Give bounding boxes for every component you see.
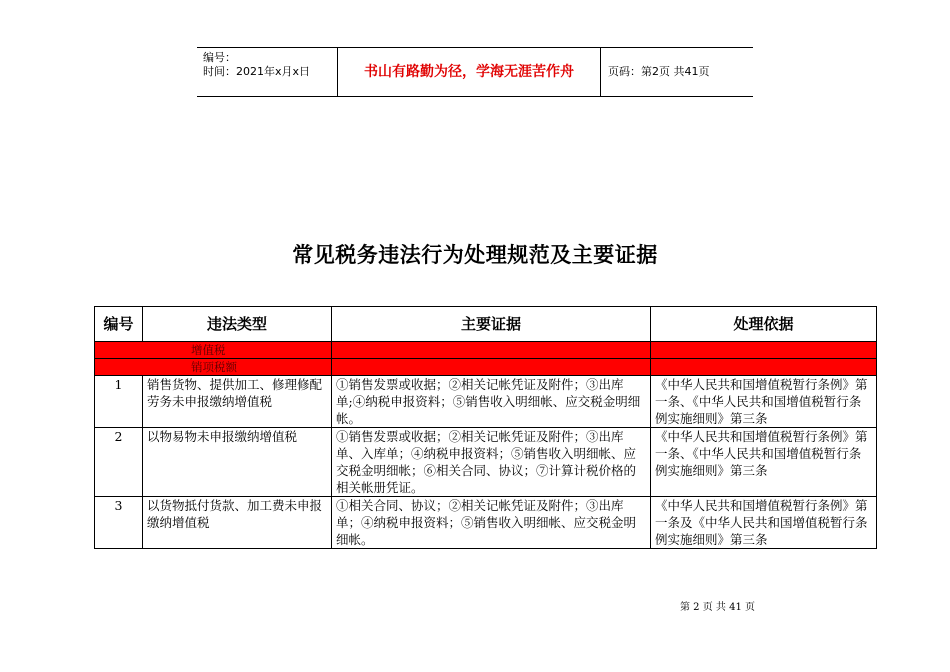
row-basis: 《中华人民共和国增值税暂行条例》第一条、《中华人民共和国增值税暂行条例实施细则》第三条: [651, 428, 877, 497]
section-row-output-tax: [95, 359, 877, 376]
row-evidence: ①相关合同、协议；②相关记帐凭证及附件；③出库单；④纳税申报资料；⑤销售收入明细帐、应交税金明细帐。: [332, 497, 651, 549]
section-cell-empty: [651, 359, 877, 376]
document-title: 常见税务违法行为处理规范及主要证据: [292, 243, 658, 267]
row-violation-type: 以物易物未申报缴纳增值税: [143, 428, 332, 497]
table-row: [95, 497, 877, 549]
section-cell-empty: [332, 342, 651, 359]
header-page-info: 页码：第2页 共41页: [608, 65, 710, 78]
row-number: 1: [95, 376, 143, 428]
row-evidence: ①销售发票或收据；②相关记帐凭证及附件；③出库单;④纳税申报资料；⑤销售收入明细帐、应交税金明细帐。: [332, 376, 651, 428]
page-header: [197, 47, 753, 97]
row-violation-type: 以货物抵付货款、加工费未申报缴纳增值税: [143, 497, 332, 549]
row-number: 2: [95, 428, 143, 497]
row-basis: 《中华人民共和国增值税暂行条例》第一条及《中华人民共和国增值税暂行条例实施细则》第三条: [651, 497, 877, 549]
header-page-cell: [600, 48, 753, 96]
section-label-output-tax: 销项税额: [95, 359, 332, 376]
row-basis: 《中华人民共和国增值税暂行条例》第一条、《中华人民共和国增值税暂行条例实施细则》第三条: [651, 376, 877, 428]
column-header-evidence: 主要证据: [332, 307, 651, 342]
section-label-vat: 增值税: [95, 342, 332, 359]
column-header-violation-type: 违法类型: [143, 307, 332, 342]
violations-table: [94, 306, 877, 549]
section-cell-empty: [332, 359, 651, 376]
table-row: [95, 376, 877, 428]
section-cell-empty: [651, 342, 877, 359]
table-header-row: [95, 307, 877, 342]
column-header-basis: 处理依据: [651, 307, 877, 342]
section-row-vat: [95, 342, 877, 359]
row-violation-type: 销售货物、提供加工、修理修配劳务未申报缴纳增值税: [143, 376, 332, 428]
row-number: 3: [95, 497, 143, 549]
document-time-label: 时间：2021年x月x日: [203, 65, 311, 78]
column-header-number: 编号: [95, 307, 143, 342]
page-footer: 第 2 页 共 41 页: [680, 602, 755, 613]
document-number-label: 编号：: [203, 51, 236, 64]
row-evidence: ①销售发票或收据；②相关记帐凭证及附件；③出库单、入库单；④纳税申报资料；⑤销售收入明细帐、应交税金明细帐；⑥相关合同、协议；⑦计算计税价格的相关帐册凭证。: [332, 428, 651, 497]
header-motto-cell: [337, 48, 601, 96]
header-motto: 书山有路勤为径，学海无涯苦作舟: [364, 64, 574, 80]
table-row: [95, 428, 877, 497]
header-meta: [197, 48, 337, 96]
